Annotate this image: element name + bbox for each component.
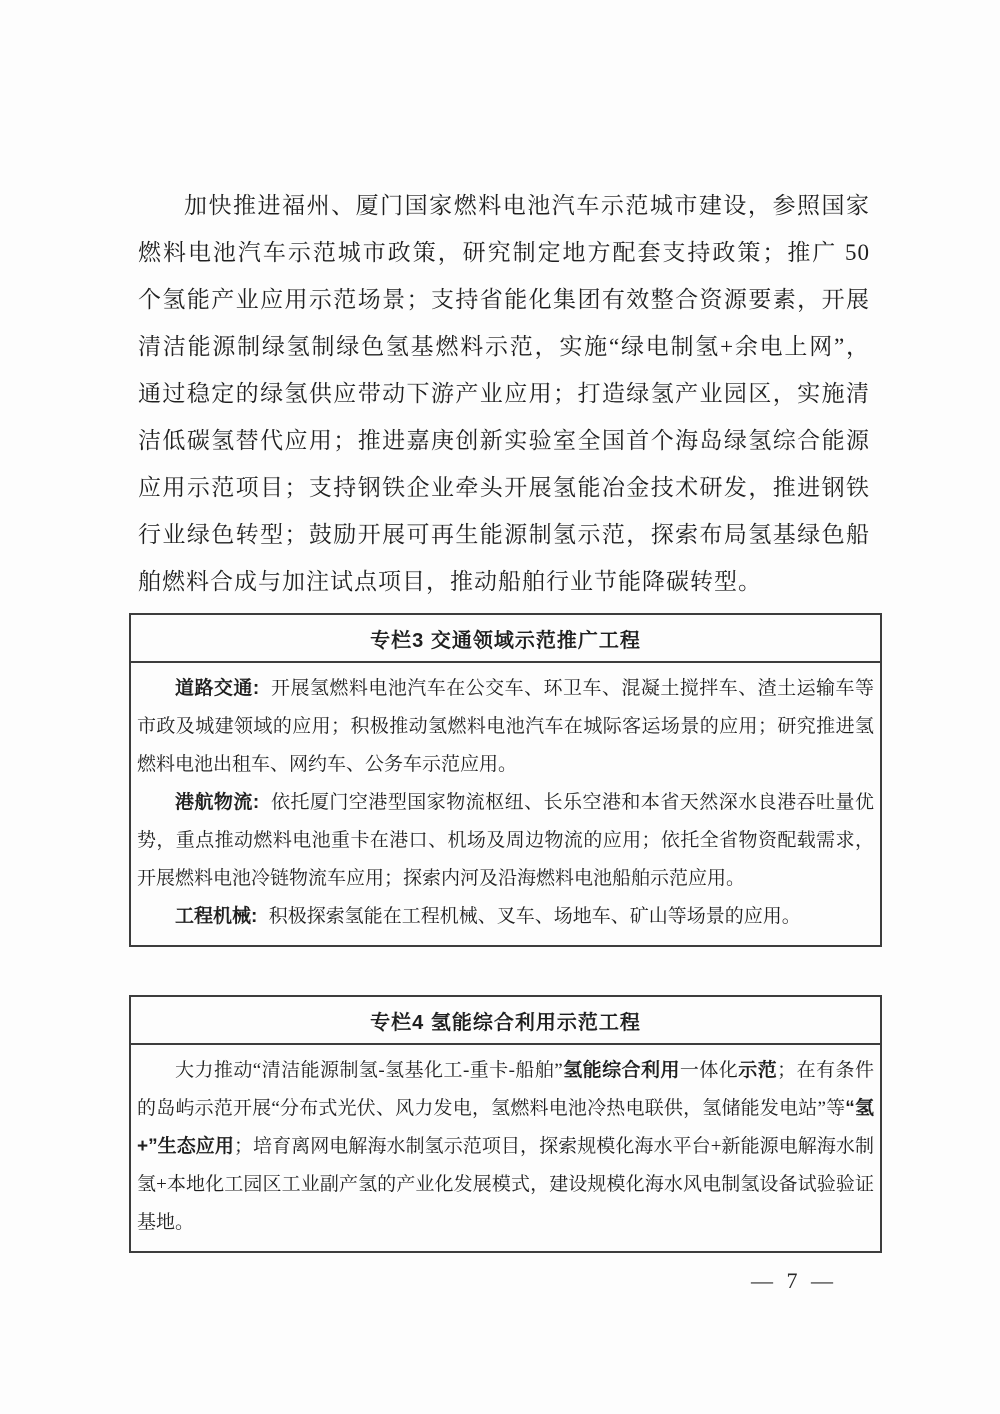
segment-6-bold: “氢+”生态应用 xyxy=(137,1098,874,1157)
construction-machinery-label: 工程机械: xyxy=(175,906,258,927)
panel-column-3-body xyxy=(131,663,880,945)
construction-machinery-text: 积极探索氢能在工程机械、叉车、场地车、矿山等场景的应用。 xyxy=(268,906,801,927)
segment-5: ；在有条件的岛屿示范开展“分布式光伏、风力发电，氢燃料电池冷热电联供，氢储能发电站”等 xyxy=(137,1060,874,1119)
panel-column-3-title: 专栏3 交通领域示范推广工程 xyxy=(131,615,880,663)
panel-column-4 xyxy=(129,995,882,1253)
road-transport-label: 道路交通: xyxy=(175,678,260,699)
segment-2-bold: 氢能综合利用 xyxy=(562,1060,680,1081)
panel-column-4-title: 专栏4 氢能综合利用示范工程 xyxy=(131,997,880,1045)
segment-3: 一体化 xyxy=(679,1060,739,1081)
road-transport-paragraph xyxy=(137,670,874,784)
segment-1: 大力推动“清洁能源制氢-氢基化工-重卡-船舶” xyxy=(175,1060,563,1081)
hydrogen-utilization-paragraph xyxy=(137,1052,874,1242)
port-logistics-paragraph xyxy=(137,784,874,898)
page-number: — 7 — xyxy=(751,1268,837,1293)
segment-4-bold: 示范 xyxy=(738,1060,778,1081)
page-content xyxy=(137,182,874,1253)
panel-column-3 xyxy=(129,613,882,947)
segment-7: ；培育离网电解海水制氢示范项目，探索规模化海水平台+新能源电解海水制氢+本地化工园区工业副产氢的产业化发展模式，建设规模化海水风电制氢设备试验验证基地。 xyxy=(137,1136,874,1233)
body-paragraph: 加快推进福州、厦门国家燃料电池汽车示范城市建设，参照国家燃料电池汽车示范城市政策，研究制定地方配套支持政策；推广 50 个氢能产业应用示范场景；支持省能化集团有效整合资源要素，开展清洁能源制绿氢制绿色氢基燃料示范，实施“绿电制氢+余电上网”，通过稳定的绿氢供应带动下游产业应用；打造绿氢产业园区，实施清洁低碳氢替代应用；推进嘉庚创新实验室全国首个海岛绿氢综合能源应用示范项目；支持钢铁企业牵头开展氢能冶金技术研发，推进钢铁行业绿色转型；鼓励开展可再生能源制氢示范，探索布局氢基绿色船舶燃料合成与加注试点项目，推动船舶行业节能降碳转型。 xyxy=(138,193,870,594)
construction-machinery-paragraph xyxy=(137,898,874,936)
panel-column-4-body xyxy=(131,1045,880,1251)
road-transport-text: 开展氢燃料电池汽车在公交车、环卫车、混凝土搅拌车、渣土运输车等市政及城建领域的应用；积极推动氢燃料电池汽车在城际客运场景的应用；研究推进氢燃料电池出租车、网约车、公务车示范应用。 xyxy=(137,678,874,775)
port-logistics-label: 港航物流: xyxy=(175,792,260,813)
port-logistics-text: 依托厦门空港型国家物流枢纽、长乐空港和本省天然深水良港吞吐量优势，重点推动燃料电池重卡在港口、机场及周边物流的应用；依托全省物资配载需求，开展燃料电池冷链物流车应用；探索内河及沿海燃料电池船舶示范应用。 xyxy=(137,792,874,889)
